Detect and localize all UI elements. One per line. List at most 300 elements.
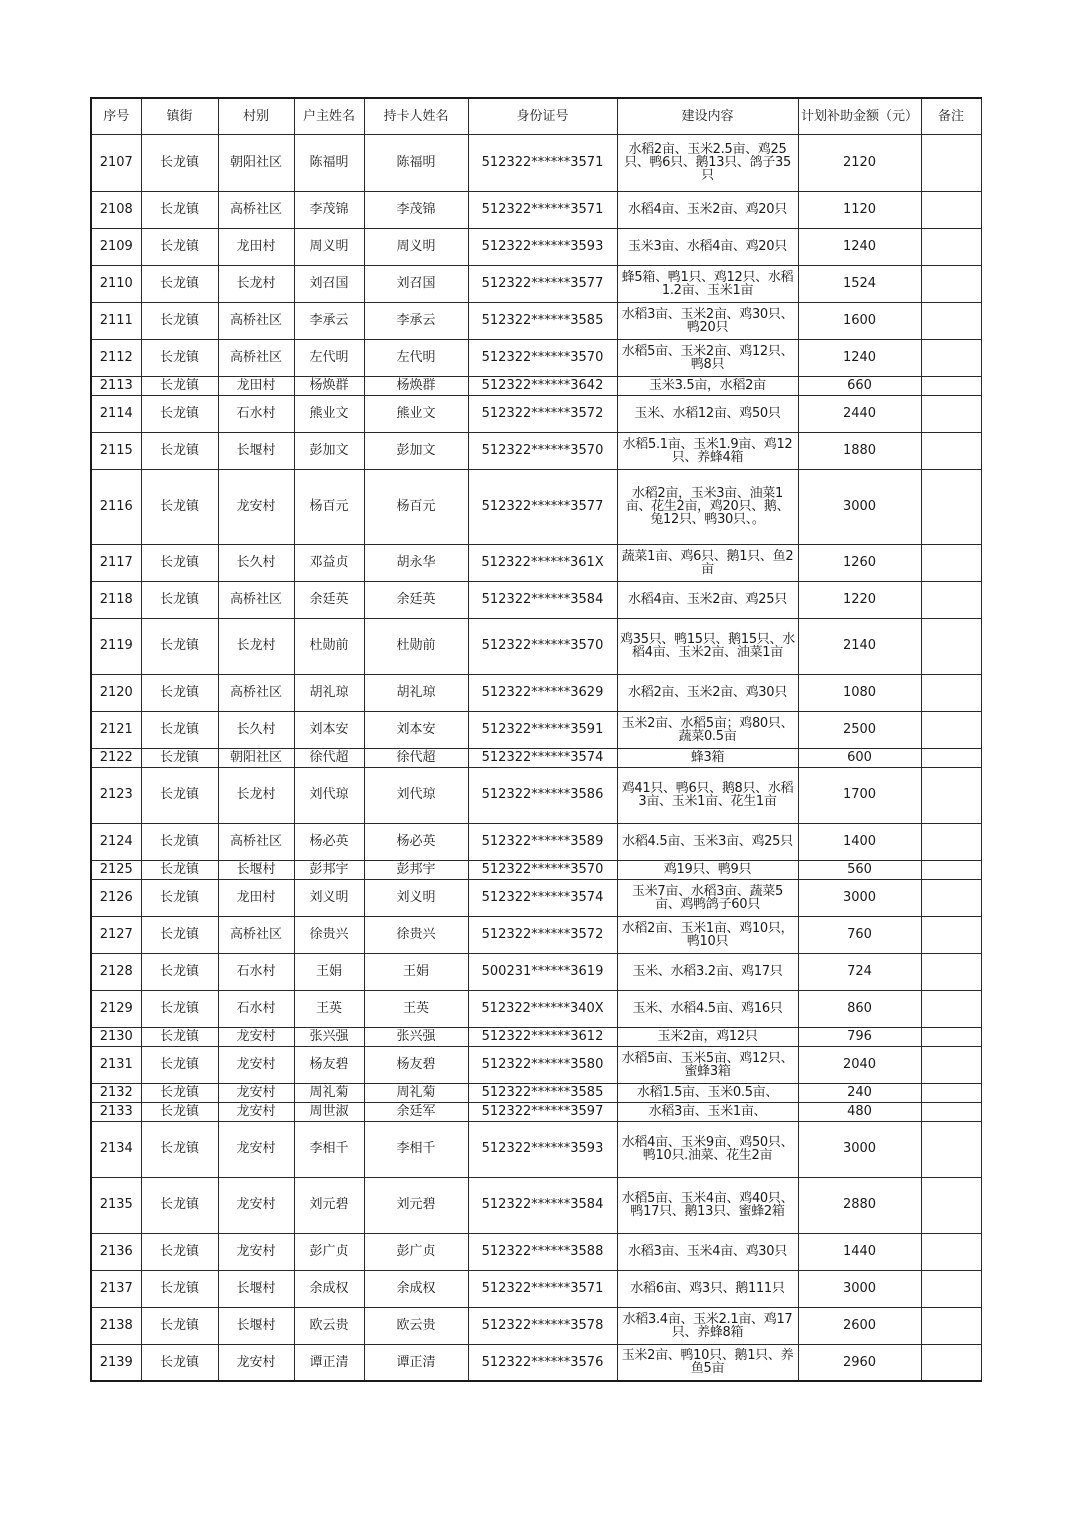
cell-amount: 1260 — [798, 544, 921, 581]
cell-id-number: 512322******3572 — [468, 916, 617, 953]
cell-householder: 刘义明 — [294, 879, 364, 916]
cell-cardholder: 刘代琼 — [364, 767, 468, 823]
cell-amount: 1120 — [798, 191, 921, 228]
cell-cardholder: 余廷英 — [364, 581, 468, 618]
cell-town: 长龙镇 — [141, 1102, 218, 1121]
cell-householder: 周礼菊 — [294, 1083, 364, 1102]
table-row — [91, 395, 981, 432]
cell-content: 鸡19只、鸭9只 — [617, 860, 798, 879]
cell-id-number: 512322******3578 — [468, 1307, 617, 1344]
cell-householder: 熊业文 — [294, 395, 364, 432]
cell-amount: 1440 — [798, 1233, 921, 1270]
cell-remark — [921, 228, 981, 265]
cell-amount: 2880 — [798, 1177, 921, 1233]
cell-town: 长龙镇 — [141, 1233, 218, 1270]
cell-index: 2118 — [91, 581, 141, 618]
table-row — [91, 432, 981, 469]
cell-index: 2132 — [91, 1083, 141, 1102]
cell-cardholder: 余成权 — [364, 1270, 468, 1307]
cell-village: 长久村 — [218, 711, 294, 748]
cell-village: 长堰村 — [218, 860, 294, 879]
cell-householder: 李相千 — [294, 1121, 364, 1177]
cell-content: 水稻4亩、玉米2亩、鸡20只 — [617, 191, 798, 228]
cell-content: 水稻6亩、鸡3只、鹅111只 — [617, 1270, 798, 1307]
cell-cardholder: 徐贵兴 — [364, 916, 468, 953]
cell-id-number: 512322******3591 — [468, 711, 617, 748]
cell-town: 长龙镇 — [141, 1177, 218, 1233]
cell-town: 长龙镇 — [141, 618, 218, 674]
cell-town: 长龙镇 — [141, 191, 218, 228]
cell-index: 2133 — [91, 1102, 141, 1121]
cell-village: 长堰村 — [218, 1307, 294, 1344]
cell-cardholder: 周礼菊 — [364, 1083, 468, 1102]
header-cell-content: 建设内容 — [617, 98, 798, 134]
cell-index: 2114 — [91, 395, 141, 432]
cell-amount: 796 — [798, 1027, 921, 1046]
cell-village: 长龙村 — [218, 767, 294, 823]
header-cell-town: 镇街 — [141, 98, 218, 134]
cell-householder: 余成权 — [294, 1270, 364, 1307]
cell-content: 蜂3箱 — [617, 748, 798, 767]
cell-id-number: 512322******3577 — [468, 265, 617, 302]
cell-index: 2112 — [91, 339, 141, 376]
cell-village: 高桥社区 — [218, 302, 294, 339]
cell-cardholder: 杨焕群 — [364, 376, 468, 395]
cell-town: 长龙镇 — [141, 544, 218, 581]
cell-cardholder: 陈福明 — [364, 134, 468, 191]
cell-householder: 陈福明 — [294, 134, 364, 191]
cell-id-number: 512322******3571 — [468, 191, 617, 228]
cell-remark — [921, 1270, 981, 1307]
cell-village: 龙安村 — [218, 1102, 294, 1121]
cell-cardholder: 刘义明 — [364, 879, 468, 916]
cell-householder: 徐贵兴 — [294, 916, 364, 953]
cell-remark — [921, 339, 981, 376]
cell-content: 玉米、水稻3.2亩、鸡17只 — [617, 953, 798, 990]
table-row — [91, 134, 981, 191]
cell-cardholder: 欧云贵 — [364, 1307, 468, 1344]
header-cell-householder: 户主姓名 — [294, 98, 364, 134]
cell-village: 石水村 — [218, 953, 294, 990]
cell-content: 水稻3.4亩、玉米2.1亩、鸡17只、养蜂8箱 — [617, 1307, 798, 1344]
table-row — [91, 674, 981, 711]
cell-remark — [921, 376, 981, 395]
cell-index: 2126 — [91, 879, 141, 916]
cell-content: 玉米3亩、水稻4亩、鸡20只 — [617, 228, 798, 265]
cell-remark — [921, 544, 981, 581]
cell-index: 2110 — [91, 265, 141, 302]
cell-id-number: 512322******3586 — [468, 767, 617, 823]
cell-householder: 彭邦宇 — [294, 860, 364, 879]
cell-householder: 李承云 — [294, 302, 364, 339]
cell-remark — [921, 191, 981, 228]
table-row — [91, 339, 981, 376]
cell-village: 长龙村 — [218, 618, 294, 674]
cell-amount: 600 — [798, 748, 921, 767]
cell-town: 长龙镇 — [141, 953, 218, 990]
cell-amount: 760 — [798, 916, 921, 953]
cell-content: 玉米3.5亩，水稻2亩 — [617, 376, 798, 395]
cell-remark — [921, 395, 981, 432]
cell-id-number: 512322******3589 — [468, 823, 617, 860]
cell-remark — [921, 916, 981, 953]
cell-village: 龙安村 — [218, 1177, 294, 1233]
cell-cardholder: 余廷军 — [364, 1102, 468, 1121]
cell-amount: 1524 — [798, 265, 921, 302]
cell-id-number: 512322******3593 — [468, 228, 617, 265]
cell-index: 2108 — [91, 191, 141, 228]
cell-amount: 724 — [798, 953, 921, 990]
table-row — [91, 581, 981, 618]
cell-householder: 杨百元 — [294, 469, 364, 544]
cell-householder: 彭广贞 — [294, 1233, 364, 1270]
cell-town: 长龙镇 — [141, 860, 218, 879]
cell-town: 长龙镇 — [141, 1027, 218, 1046]
cell-amount: 1220 — [798, 581, 921, 618]
cell-id-number: 512322******3577 — [468, 469, 617, 544]
cell-remark — [921, 265, 981, 302]
cell-amount: 1240 — [798, 339, 921, 376]
cell-cardholder: 刘召国 — [364, 265, 468, 302]
cell-id-number: 512322******3629 — [468, 674, 617, 711]
cell-town: 长龙镇 — [141, 1307, 218, 1344]
cell-amount: 3000 — [798, 879, 921, 916]
cell-id-number: 500231******3619 — [468, 953, 617, 990]
table-row — [91, 953, 981, 990]
table-row — [91, 879, 981, 916]
cell-index: 2122 — [91, 748, 141, 767]
cell-index: 2135 — [91, 1177, 141, 1233]
cell-householder: 杨友碧 — [294, 1046, 364, 1083]
cell-index: 2109 — [91, 228, 141, 265]
cell-householder: 王英 — [294, 990, 364, 1027]
cell-householder: 杨必英 — [294, 823, 364, 860]
table-row — [91, 916, 981, 953]
header-cell-amount: 计划补助金额（元） — [798, 98, 921, 134]
cell-id-number: 512322******3584 — [468, 1177, 617, 1233]
cell-village: 龙安村 — [218, 1344, 294, 1381]
cell-town: 长龙镇 — [141, 1270, 218, 1307]
cell-village: 长龙村 — [218, 265, 294, 302]
cell-amount: 660 — [798, 376, 921, 395]
cell-content: 水稻2亩、玉米2.5亩、鸡25只、鸭6只、鹅13只、鸽子35只 — [617, 134, 798, 191]
cell-content: 水稻5亩、玉米2亩、鸡12只、鸭8只 — [617, 339, 798, 376]
cell-amount: 2140 — [798, 618, 921, 674]
cell-id-number: 512322******3574 — [468, 748, 617, 767]
cell-cardholder: 杨必英 — [364, 823, 468, 860]
cell-id-number: 512322******3572 — [468, 395, 617, 432]
cell-town: 长龙镇 — [141, 1344, 218, 1381]
cell-id-number: 512322******3588 — [468, 1233, 617, 1270]
cell-amount: 3000 — [798, 1270, 921, 1307]
cell-remark — [921, 1307, 981, 1344]
cell-amount: 1700 — [798, 767, 921, 823]
cell-id-number: 512322******3580 — [468, 1046, 617, 1083]
cell-id-number: 512322******3612 — [468, 1027, 617, 1046]
cell-village: 高桥社区 — [218, 191, 294, 228]
cell-remark — [921, 953, 981, 990]
cell-index: 2124 — [91, 823, 141, 860]
cell-town: 长龙镇 — [141, 469, 218, 544]
cell-amount: 1240 — [798, 228, 921, 265]
table-row — [91, 469, 981, 544]
cell-village: 高桥社区 — [218, 674, 294, 711]
cell-town: 长龙镇 — [141, 711, 218, 748]
table-row — [91, 1046, 981, 1083]
table-row — [91, 618, 981, 674]
cell-id-number: 512322******3584 — [468, 581, 617, 618]
subsidy-table-container — [90, 97, 980, 1382]
cell-village: 朝阳社区 — [218, 748, 294, 767]
cell-remark — [921, 1233, 981, 1270]
table-row — [91, 1177, 981, 1233]
cell-cardholder: 杨友碧 — [364, 1046, 468, 1083]
cell-index: 2121 — [91, 711, 141, 748]
cell-village: 龙田村 — [218, 376, 294, 395]
cell-content: 玉米2亩、鸭10只、鹅1只、养鱼5亩 — [617, 1344, 798, 1381]
cell-householder: 杨焕群 — [294, 376, 364, 395]
table-row — [91, 1083, 981, 1102]
cell-amount: 1080 — [798, 674, 921, 711]
cell-remark — [921, 879, 981, 916]
cell-village: 龙田村 — [218, 228, 294, 265]
cell-content: 水稻5.1亩、玉米1.9亩、鸡12只、养蜂4箱 — [617, 432, 798, 469]
cell-content: 水稻3亩、玉米1亩、 — [617, 1102, 798, 1121]
cell-remark — [921, 1344, 981, 1381]
cell-village: 高桥社区 — [218, 581, 294, 618]
cell-town: 长龙镇 — [141, 581, 218, 618]
cell-amount: 1600 — [798, 302, 921, 339]
table-row — [91, 990, 981, 1027]
cell-index: 2123 — [91, 767, 141, 823]
cell-index: 2137 — [91, 1270, 141, 1307]
table-row — [91, 1121, 981, 1177]
cell-remark — [921, 1046, 981, 1083]
cell-cardholder: 胡永华 — [364, 544, 468, 581]
cell-town: 长龙镇 — [141, 1121, 218, 1177]
cell-town: 长龙镇 — [141, 302, 218, 339]
cell-remark — [921, 674, 981, 711]
cell-id-number: 512322******3593 — [468, 1121, 617, 1177]
cell-town: 长龙镇 — [141, 748, 218, 767]
cell-cardholder: 王娟 — [364, 953, 468, 990]
cell-cardholder: 李相千 — [364, 1121, 468, 1177]
cell-index: 2113 — [91, 376, 141, 395]
cell-index: 2120 — [91, 674, 141, 711]
cell-amount: 2040 — [798, 1046, 921, 1083]
cell-town: 长龙镇 — [141, 339, 218, 376]
cell-amount: 1880 — [798, 432, 921, 469]
table-row — [91, 265, 981, 302]
cell-content: 水稻1.5亩、玉米0.5亩、 — [617, 1083, 798, 1102]
cell-cardholder: 彭加文 — [364, 432, 468, 469]
cell-householder: 王娟 — [294, 953, 364, 990]
table-row — [91, 1102, 981, 1121]
cell-village: 高桥社区 — [218, 916, 294, 953]
cell-remark — [921, 860, 981, 879]
cell-content: 鸡41只、鸭6只、鹅8只、水稻3亩、玉米1亩、花生1亩 — [617, 767, 798, 823]
cell-index: 2130 — [91, 1027, 141, 1046]
cell-village: 龙安村 — [218, 1027, 294, 1046]
cell-amount: 2440 — [798, 395, 921, 432]
cell-id-number: 512322******3585 — [468, 1083, 617, 1102]
cell-index: 2128 — [91, 953, 141, 990]
cell-amount: 2600 — [798, 1307, 921, 1344]
cell-householder: 周义明 — [294, 228, 364, 265]
cell-cardholder: 左代明 — [364, 339, 468, 376]
cell-content: 鸡35只、鸭15只、鹅15只、水稻4亩、玉米2亩、油菜1亩 — [617, 618, 798, 674]
cell-index: 2117 — [91, 544, 141, 581]
cell-content: 水稻2亩，玉米3亩、油菜1亩、花生2亩，鸡20只、鹅、兔12只、鸭30只、。 — [617, 469, 798, 544]
cell-cardholder: 熊业文 — [364, 395, 468, 432]
header-row — [91, 98, 981, 134]
cell-village: 长堰村 — [218, 1270, 294, 1307]
cell-index: 2129 — [91, 990, 141, 1027]
cell-remark — [921, 1083, 981, 1102]
cell-remark — [921, 581, 981, 618]
cell-cardholder: 王英 — [364, 990, 468, 1027]
cell-id-number: 512322******3571 — [468, 134, 617, 191]
cell-content: 玉米、水稻4.5亩、鸡16只 — [617, 990, 798, 1027]
cell-cardholder: 杨百元 — [364, 469, 468, 544]
cell-village: 龙安村 — [218, 1121, 294, 1177]
cell-householder: 彭加文 — [294, 432, 364, 469]
cell-id-number: 512322******3597 — [468, 1102, 617, 1121]
cell-village: 长久村 — [218, 544, 294, 581]
cell-id-number: 512322******3642 — [468, 376, 617, 395]
cell-town: 长龙镇 — [141, 376, 218, 395]
cell-town: 长龙镇 — [141, 1046, 218, 1083]
cell-remark — [921, 618, 981, 674]
table-row — [91, 1307, 981, 1344]
cell-town: 长龙镇 — [141, 134, 218, 191]
cell-town: 长龙镇 — [141, 879, 218, 916]
cell-householder: 余廷英 — [294, 581, 364, 618]
header-cell-village: 村别 — [218, 98, 294, 134]
cell-id-number: 512322******3574 — [468, 879, 617, 916]
cell-town: 长龙镇 — [141, 395, 218, 432]
cell-amount: 860 — [798, 990, 921, 1027]
cell-id-number: 512322******3576 — [468, 1344, 617, 1381]
cell-amount: 1400 — [798, 823, 921, 860]
cell-index: 2134 — [91, 1121, 141, 1177]
cell-householder: 张兴强 — [294, 1027, 364, 1046]
cell-householder: 欧云贵 — [294, 1307, 364, 1344]
cell-index: 2125 — [91, 860, 141, 879]
cell-remark — [921, 1177, 981, 1233]
table-row — [91, 228, 981, 265]
cell-householder: 谭正清 — [294, 1344, 364, 1381]
cell-content: 水稻5亩、玉米5亩、鸡12只、蜜蜂3箱 — [617, 1046, 798, 1083]
header-cell-index: 序号 — [91, 98, 141, 134]
cell-content: 水稻3亩、玉米2亩、鸡30只、鸭20只 — [617, 302, 798, 339]
table-row — [91, 1344, 981, 1381]
cell-village: 龙田村 — [218, 879, 294, 916]
cell-remark — [921, 711, 981, 748]
cell-amount: 560 — [798, 860, 921, 879]
cell-index: 2119 — [91, 618, 141, 674]
table-row — [91, 1233, 981, 1270]
cell-town: 长龙镇 — [141, 674, 218, 711]
table-row — [91, 748, 981, 767]
cell-id-number: 512322******3570 — [468, 432, 617, 469]
subsidy-table — [90, 97, 982, 1382]
cell-content: 玉米2亩、水稻5亩；鸡80只、蔬菜0.5亩 — [617, 711, 798, 748]
cell-town: 长龙镇 — [141, 265, 218, 302]
cell-town: 长龙镇 — [141, 228, 218, 265]
cell-village: 龙安村 — [218, 1233, 294, 1270]
cell-village: 高桥社区 — [218, 339, 294, 376]
cell-content: 水稻5亩、玉米4亩、鸡40只、鸭17只、鹅13只、蜜蜂2箱 — [617, 1177, 798, 1233]
cell-index: 2131 — [91, 1046, 141, 1083]
cell-amount: 2960 — [798, 1344, 921, 1381]
table-row — [91, 302, 981, 339]
cell-cardholder: 谭正清 — [364, 1344, 468, 1381]
cell-village: 龙安村 — [218, 1083, 294, 1102]
table-row — [91, 1270, 981, 1307]
table-row — [91, 860, 981, 879]
cell-cardholder: 李茂锦 — [364, 191, 468, 228]
table-row — [91, 544, 981, 581]
cell-householder: 邓益贞 — [294, 544, 364, 581]
cell-town: 长龙镇 — [141, 432, 218, 469]
cell-amount: 3000 — [798, 1121, 921, 1177]
cell-remark — [921, 469, 981, 544]
cell-content: 水稻3亩、玉米4亩、鸡30只 — [617, 1233, 798, 1270]
cell-content: 水稻4亩、玉米9亩、鸡50只、鸭10只.油菜、花生2亩 — [617, 1121, 798, 1177]
cell-remark — [921, 748, 981, 767]
cell-remark — [921, 1027, 981, 1046]
cell-content: 玉米、水稻12亩、鸡50只 — [617, 395, 798, 432]
table-row — [91, 376, 981, 395]
header-cell-id-number: 身份证号 — [468, 98, 617, 134]
cell-amount: 240 — [798, 1083, 921, 1102]
table-row — [91, 823, 981, 860]
cell-cardholder: 胡礼琼 — [364, 674, 468, 711]
cell-index: 2116 — [91, 469, 141, 544]
cell-householder: 刘元碧 — [294, 1177, 364, 1233]
cell-id-number: 512322******3571 — [468, 1270, 617, 1307]
cell-village: 龙安村 — [218, 469, 294, 544]
cell-content: 水稻4.5亩、玉米3亩、鸡25只 — [617, 823, 798, 860]
header-cell-remark: 备注 — [921, 98, 981, 134]
cell-index: 2107 — [91, 134, 141, 191]
header-cell-cardholder: 持卡人姓名 — [364, 98, 468, 134]
cell-householder: 刘代琼 — [294, 767, 364, 823]
cell-householder: 周世淑 — [294, 1102, 364, 1121]
cell-householder: 胡礼琼 — [294, 674, 364, 711]
cell-content: 蜂5箱、鸭1只、鸡12只、水稻1.2亩、玉米1亩 — [617, 265, 798, 302]
cell-cardholder: 徐代超 — [364, 748, 468, 767]
cell-cardholder: 刘本安 — [364, 711, 468, 748]
cell-town: 长龙镇 — [141, 916, 218, 953]
cell-amount: 480 — [798, 1102, 921, 1121]
cell-amount: 2120 — [798, 134, 921, 191]
table-row — [91, 711, 981, 748]
cell-householder: 刘本安 — [294, 711, 364, 748]
cell-index: 2139 — [91, 1344, 141, 1381]
cell-remark — [921, 432, 981, 469]
cell-cardholder: 刘元碧 — [364, 1177, 468, 1233]
cell-town: 长龙镇 — [141, 990, 218, 1027]
cell-cardholder: 张兴强 — [364, 1027, 468, 1046]
table-body — [91, 134, 981, 1381]
table-row — [91, 1027, 981, 1046]
cell-remark — [921, 767, 981, 823]
cell-householder: 左代明 — [294, 339, 364, 376]
cell-remark — [921, 1121, 981, 1177]
cell-index: 2136 — [91, 1233, 141, 1270]
